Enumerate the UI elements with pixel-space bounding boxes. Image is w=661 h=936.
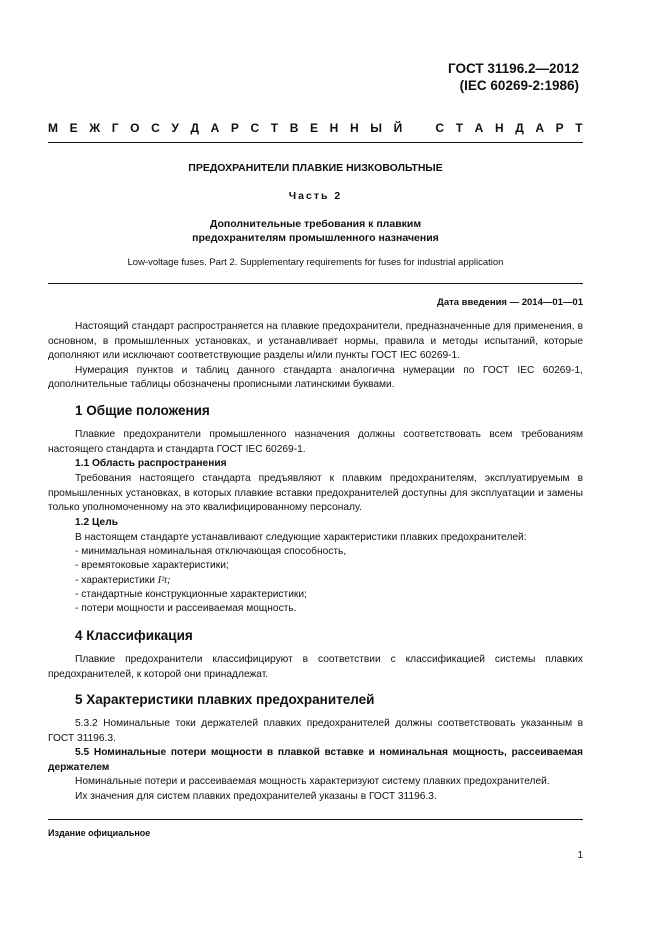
paragraph: Настоящий стандарт распространяется на плавкие предохранители, предназначенные для применения, в основном, в промышленных установках, и устанавливает нормы, правила и методы испытаний, которые дополняют или исключают соответствующие разделы и/или пункты ГОСТ IEC 60269-1. [48,321,583,362]
banner-letter: А [535,121,545,135]
banner-letter: Й [393,121,403,135]
banner-letter: Е [69,121,78,135]
i2t-formula: I²t; [157,574,171,586]
banner-letter: Д [190,121,199,135]
banner-letter: В [289,121,299,135]
characteristics-list [75,545,346,616]
iec-number: (IEC 60269-2:1986) [459,78,579,93]
banner-rule [48,142,583,143]
banner-letter: Д [515,121,524,135]
banner-letter: Г [111,121,119,135]
banner-letter: Ж [89,121,101,135]
paragraph: Плавкие предохранители промышленного назначения должны соответствовать всем требованиям настоящего стандарта и стандарта ГОСТ IEC 60269-1. [48,429,583,455]
banner-letter: О [130,121,140,135]
standard-number: ГОСТ 31196.2—2012 [448,61,579,76]
banner-letter: Т [270,121,279,135]
official-edition-label: Издание официальное [48,828,151,838]
banner-letter: Р [555,121,564,135]
banner-letter: Т [575,121,583,135]
paragraph: Нумерация пунктов и таблиц данного стандарта аналогична нумерации по ГОСТ IEC 60269-1, дополнительные таблицы обозначены прописными латинскими буквами. [48,364,583,391]
document-title: ПРЕДОХРАНИТЕЛИ ПЛАВКИЕ НИЗКОВОЛЬТНЫЕ [188,162,443,174]
banner-letter: Т [455,121,464,135]
list-item: - потери мощности и рассеиваемая мощность. [75,603,297,615]
banner-letter: С [151,121,160,135]
banner-letter: Н [494,121,504,135]
paragraph: Номинальные потери и рассеиваемая мощность характеризуют систему плавких предохранителей. [75,776,550,788]
subsection-heading: 5.5 Номинальные потери мощности в плавкой вставке и номинальная мощность, рассеиваемая держателем [48,747,583,773]
footer-rule [48,819,583,820]
paragraph: 5.3.2 Номинальные токи держателей плавких предохранителей должны соответствовать указанным в ГОСТ 31196.3. [48,718,583,744]
page-number: 1 [577,850,583,861]
banner-letter: Р [230,121,239,135]
section-text [48,472,583,516]
banner-letter: Е [310,121,319,135]
subsection-heading: 1.2 Цель [75,517,118,528]
paragraph: Их значения для систем плавких предохранителей указаны в ГОСТ 31196.3. [75,790,437,802]
interstate-standard-banner [48,121,583,135]
banner-letter: А [210,121,220,135]
title-rule [48,283,583,284]
banner-letter: Н [349,121,359,135]
paragraph: Плавкие предохранители классифицируют в соответствии с классификацией системы плавких предохранителей, к которой они принадлежат. [48,654,583,680]
section-heading: 1 Общие положения [75,403,210,418]
banner-letter: М [48,121,58,135]
list-item: - минимальная номинальная отключающая способность, [75,546,347,557]
list-item: - времятоковые характеристики; [75,560,229,572]
intro-text [48,320,583,393]
section-text [48,717,583,805]
subtitle-line: предохранителям промышленного назначения [192,232,439,244]
banner-letter: А [474,121,484,135]
banner-letter: У [171,121,179,135]
paragraph: В настоящем стандарте устанавливают следующие характеристики плавких предохранителей: [75,532,527,543]
part-label: Часть 2 [288,190,343,202]
banner-letter: Н [329,121,339,135]
banner-letter: С [435,121,445,135]
section-text [48,531,583,546]
paragraph: Требования настоящего стандарта предъявляют к плавким предохранителям, эксплуатируемым в промышленных установках, в которых плавкие вставки предохранителей доступны для эксплуатации и замены только уполномоченному на это квалифицированному персоналу. [48,473,583,514]
subsection-heading: 1.1 Область распространения [75,458,227,469]
banner-letter: С [250,121,260,135]
section-text [48,653,583,682]
section-heading: 4 Классификация [75,628,193,643]
document-subtitle [48,217,583,245]
section-text [48,428,583,457]
introduction-date: Дата введения — 2014—01—01 [437,297,583,308]
banner-letter: Ы [370,121,382,135]
subtitle-line: Дополнительные требования к плавким [209,218,422,230]
list-item: - стандартные конструкционные характеристики; [75,588,307,600]
section-heading: 5 Характеристики плавких предохранителей [75,692,375,707]
english-title: Low-voltage fuses. Part 2. Supplementary requirements for fuses for industrial application [127,257,504,268]
list-item: - характеристики I²t; [75,574,171,586]
